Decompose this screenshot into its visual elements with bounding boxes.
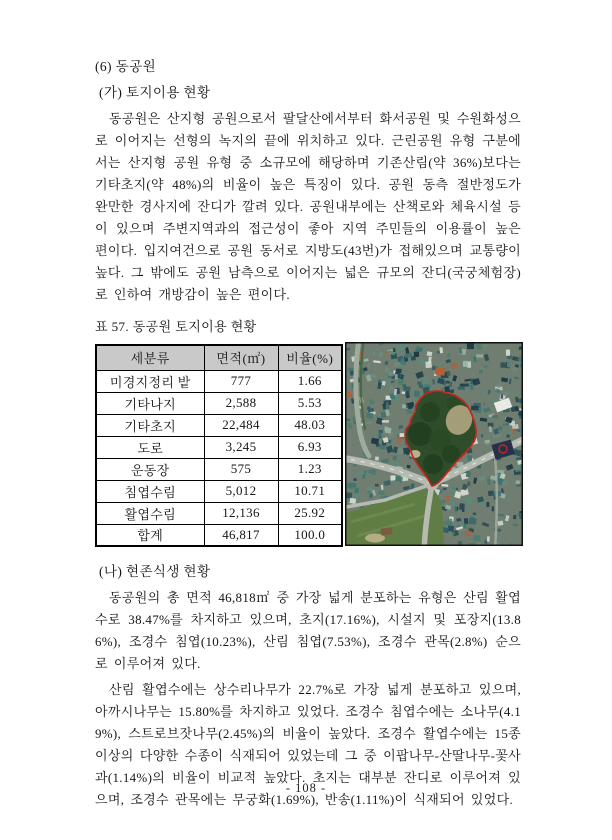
table-row — [96, 480, 342, 502]
cell-category: 침엽수림 — [96, 480, 204, 502]
col-header-area: 면적(㎡) — [204, 345, 278, 370]
cell-category: 합계 — [96, 524, 204, 546]
cell-category: 기타나지 — [96, 392, 204, 414]
satellite-map-image — [345, 342, 523, 546]
table-caption: 표 57. 동공원 토지이용 현황 — [95, 319, 257, 334]
paragraph-land-use: 동공원은 산지형 공원으로서 팔달산에서부터 화서공원 및 수원화성으로 이어지는 선형의 녹지의 끝에 위치하고 있다. 근린공원 유형 구분에서는 산지형 공원 유형 중 소규모에 해당하며 기존산림(약 36%)보다는 기타초지(약 48%)의 비율이 높은 특징이 있다. 공원 동측 절반정도가 완만한 경사지에 잔디가 깔려 있다. 공원내부에는 산책로와 체육시설 등이 있으며 주변지역과의 접근성이 좋아 지역 주민들의 이용률이 높은 편이다. 입지여건으로 공원 동서로 지방도(43번)가 접해있으며 교통량이 높다. 그 밖에도 공원 남측으로 이어지는 넓은 규모의 잔디(국궁체험장)로 인하여 개방감이 높은 편이다. — [95, 111, 521, 302]
paragraph-vegetation-1: 동공원의 총 면적 46,818㎡ 중 가장 넓게 분포하는 유형은 산림 활엽수로 38.47%를 차지하고 있으며, 초지(17.16%), 시설지 및 포장지(13.86%), 조경수 침엽(10.23%), 산림 침엽(7.53%), 조경수 관목(2.8%) 순으로 이루어져 있다. — [95, 590, 521, 671]
cell-area: 12,136 — [204, 502, 278, 524]
cell-ratio: 1.66 — [278, 370, 342, 392]
subsection-b-heading: (나) 현존식생 현황 — [99, 564, 211, 579]
table-row — [96, 502, 342, 524]
col-header-category: 세분류 — [96, 345, 204, 370]
cell-category: 운동장 — [96, 458, 204, 480]
cell-area: 46,817 — [204, 524, 278, 546]
cell-area: 5,012 — [204, 480, 278, 502]
cell-ratio: 1.23 — [278, 458, 342, 480]
cell-area: 777 — [204, 370, 278, 392]
cell-ratio: 100.0 — [278, 524, 342, 546]
cell-category: 활엽수림 — [96, 502, 204, 524]
cell-area: 2,588 — [204, 392, 278, 414]
table-row — [96, 436, 342, 458]
col-header-ratio: 비율(%) — [278, 345, 342, 370]
cell-ratio: 25.92 — [278, 502, 342, 524]
section-heading: (6) 동공원 — [95, 59, 157, 74]
cell-ratio: 10.71 — [278, 480, 342, 502]
page-content — [95, 56, 521, 811]
table-and-map-figure — [95, 344, 521, 547]
land-use-table — [95, 344, 343, 547]
page-number: - 108 - — [285, 781, 327, 795]
cell-category: 미경지정리 밭 — [96, 370, 204, 392]
cell-ratio: 6.93 — [278, 436, 342, 458]
cell-category: 도로 — [96, 436, 204, 458]
cell-ratio: 5.53 — [278, 392, 342, 414]
table-header-row — [96, 345, 342, 370]
subsection-a-heading: (가) 토지이용 현황 — [99, 85, 211, 100]
table-row-total — [96, 524, 342, 546]
cell-area: 3,245 — [204, 436, 278, 458]
table-row — [96, 392, 342, 414]
cell-area: 575 — [204, 458, 278, 480]
table-row — [96, 414, 342, 436]
cell-area: 22,484 — [204, 414, 278, 436]
paragraph-vegetation-2: 산림 활엽수에는 상수리나무가 22.7%로 가장 넓게 분포하고 있으며, 아까시나무는 15.80%를 차지하고 있었다. 조경수 침엽수에는 소나무(4.19%), 스트로브잣나무(2.45%)의 비율이 높았다. 조경수 활엽수에는 15종 이상의 다양한 수종이 식재되어 있었는데 그 중 이팝나무-산딸나무-꽃사과(1.14%)의 비율이 비교적 높았다. 초지는 대부분 잔디로 이루어져 있으며, 조경수 관목에는 무궁화(1.69%), 반송(1.11%)이 식재되어 있었다. — [95, 682, 521, 807]
table-row — [96, 370, 342, 392]
table-row — [96, 458, 342, 480]
cell-category: 기타초지 — [96, 414, 204, 436]
cell-ratio: 48.03 — [278, 414, 342, 436]
